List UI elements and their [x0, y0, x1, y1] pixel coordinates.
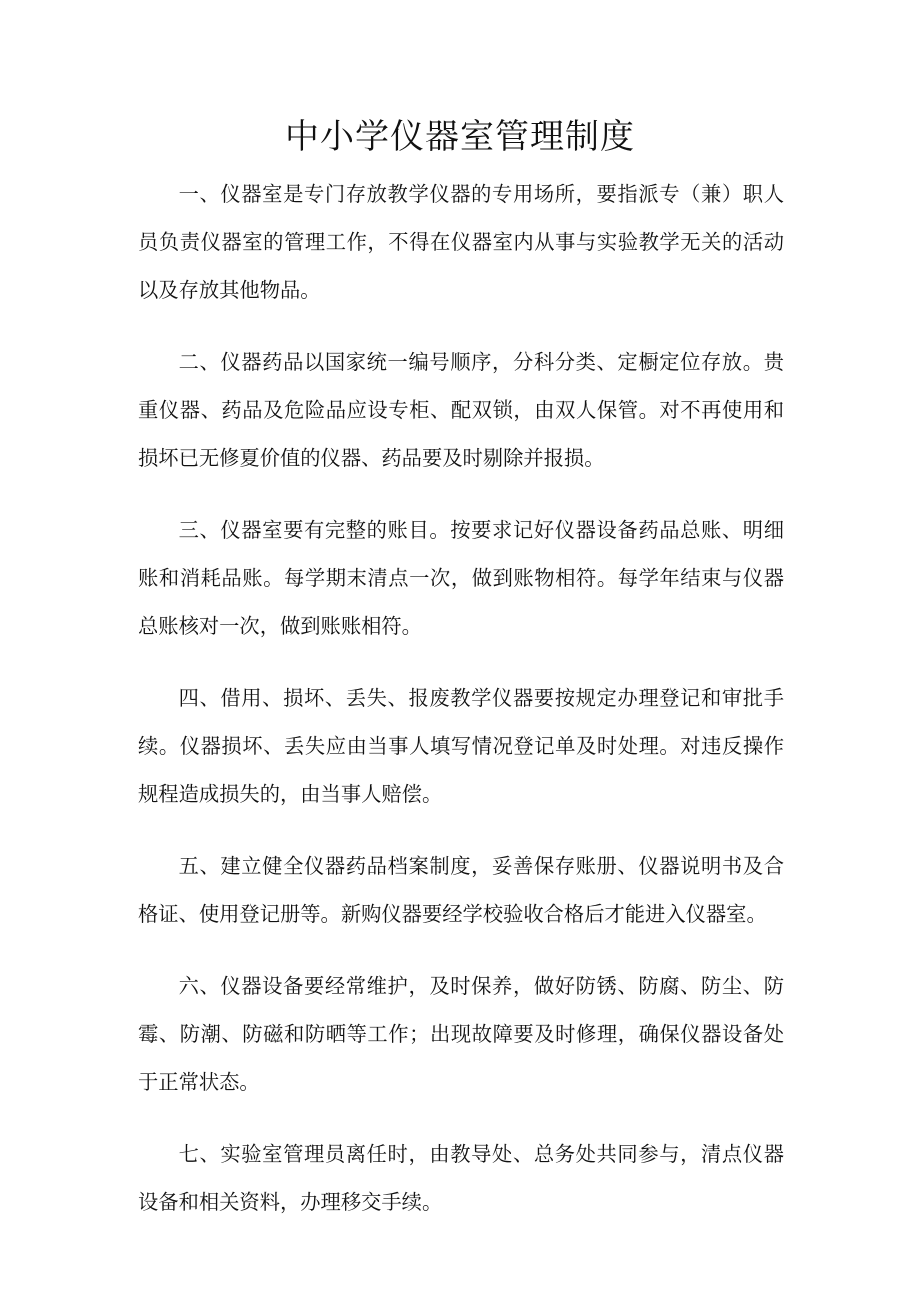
paragraph-2: 二、仪器药品以国家统一编号顺序，分科分类、定橱定位存放。贵重仪器、药品及危险品应设专柜、配双锁，由双人保管。对不再使用和损坏已无修夏价值的仪器、药品要及时剔除并报损。 [138, 350, 784, 470]
document-title: 中小学仪器室管理制度 [285, 117, 635, 157]
paragraph-5: 五、建立健全仪器药品档案制度，妥善保存账册、仪器说明书及合格证、使用登记册等。新购仪器要经学校验收合格后才能进入仪器室。 [138, 854, 784, 926]
paragraph-7: 七、实验室管理员离任时，由教导处、总务处共同参与，清点仪器设备和相关资料，办理移交手续。 [138, 1142, 784, 1214]
paragraph-3: 三、仪器室要有完整的账目。按要求记好仪器设备药品总账、明细账和消耗品账。每学期末清点一次，做到账物相符。每学年结束与仪器总账核对一次，做到账账相符。 [138, 518, 784, 638]
paragraph-4: 四、借用、损坏、丢失、报废教学仪器要按规定办理登记和审批手续。仪器损坏、丢失应由当事人填写情况登记单及时处理。对违反操作规程造成损失的，由当事人赔偿。 [138, 686, 784, 806]
paragraph-1: 一、仪器室是专门存放教学仪器的专用场所，要指派专（兼）职人员负责仪器室的管理工作，不得在仪器室内从事与实验教学无关的活动以及存放其他物品。 [138, 182, 784, 302]
paragraph-6: 六、仪器设备要经常维护，及时保养，做好防锈、防腐、防尘、防霉、防潮、防磁和防晒等工作；出现故障要及时修理，确保仪器设备处于正常状态。 [138, 974, 784, 1094]
document-body [138, 170, 784, 1250]
